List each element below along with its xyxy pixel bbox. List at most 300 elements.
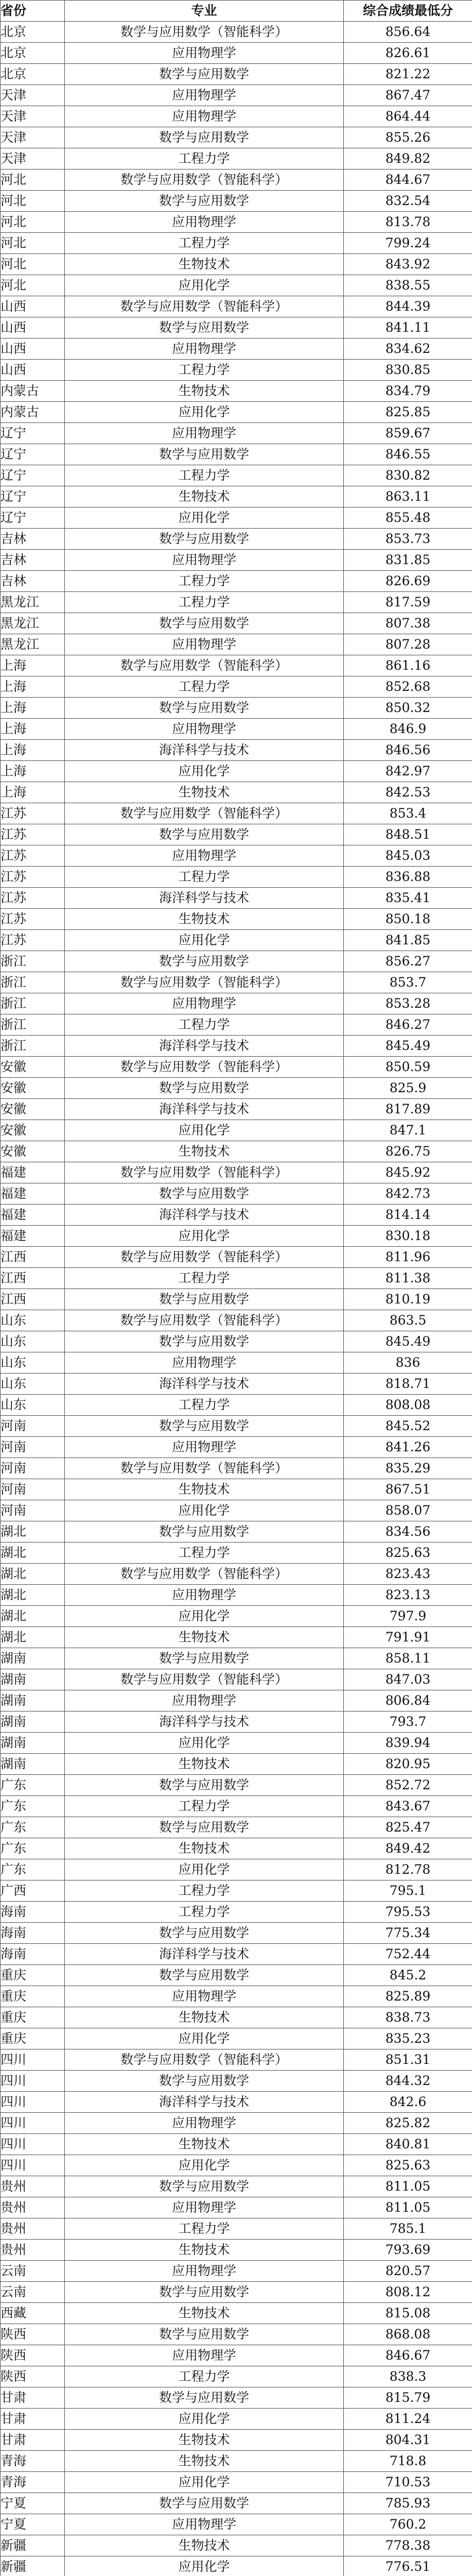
min-score-cell: 760.2 (344, 2514, 472, 2535)
major-cell: 应用化学 (65, 402, 344, 423)
min-score-cell: 826.75 (344, 1141, 472, 1162)
min-score-cell: 843.92 (344, 254, 472, 275)
min-score-cell: 841.26 (344, 1437, 472, 1458)
major-cell: 应用化学 (65, 1120, 344, 1141)
table-row (1, 22, 472, 43)
major-cell: 应用化学 (65, 2155, 344, 2176)
province-cell: 天津 (1, 85, 65, 106)
major-cell: 应用物理学 (65, 85, 344, 106)
major-cell: 工程力学 (65, 1796, 344, 1817)
major-cell: 应用物理学 (65, 550, 344, 571)
min-score-cell: 821.22 (344, 64, 472, 85)
province-cell: 河北 (1, 170, 65, 191)
major-cell: 应用物理学 (65, 423, 344, 444)
table-row (1, 2092, 472, 2113)
min-score-cell: 850.59 (344, 1057, 472, 1078)
table-row (1, 1331, 472, 1352)
major-cell: 应用物理学 (65, 2514, 344, 2535)
table-row (1, 930, 472, 951)
min-score-cell: 867.47 (344, 85, 472, 106)
table-row (1, 2134, 472, 2155)
province-cell: 上海 (1, 740, 65, 761)
table-row (1, 698, 472, 719)
table-row (1, 1479, 472, 1500)
major-cell: 工程力学 (65, 465, 344, 486)
table-row (1, 2007, 472, 2028)
min-score-cell: 846.56 (344, 740, 472, 761)
major-cell: 工程力学 (65, 1268, 344, 1289)
province-cell: 陕西 (1, 2345, 65, 2366)
table-row (1, 2451, 472, 2472)
min-score-cell: 835.41 (344, 888, 472, 909)
province-cell: 山西 (1, 317, 65, 338)
major-cell: 数学与应用数学 (65, 64, 344, 85)
province-cell: 湖北 (1, 1564, 65, 1585)
min-score-cell: 823.13 (344, 1585, 472, 1606)
table-row (1, 64, 472, 85)
major-cell: 应用化学 (65, 1500, 344, 1521)
major-cell: 生物技术 (65, 2430, 344, 2451)
min-score-cell: 838.55 (344, 275, 472, 296)
min-score-cell: 814.14 (344, 1205, 472, 1226)
min-score-cell: 850.18 (344, 909, 472, 930)
min-score-cell: 795.1 (344, 1880, 472, 1902)
province-cell: 四川 (1, 2049, 65, 2071)
major-cell: 应用化学 (65, 275, 344, 296)
min-score-cell: 842.6 (344, 2092, 472, 2113)
major-cell: 数学与应用数学 (65, 2071, 344, 2092)
major-cell: 工程力学 (65, 148, 344, 170)
province-cell: 贵州 (1, 2197, 65, 2218)
table-row (1, 1205, 472, 1226)
province-cell: 江苏 (1, 909, 65, 930)
province-cell: 湖南 (1, 1690, 65, 1711)
major-cell: 数学与应用数学 (65, 127, 344, 148)
major-cell: 生物技术 (65, 2535, 344, 2556)
table-row (1, 1162, 472, 1183)
major-cell: 数学与应用数学 (65, 191, 344, 212)
min-score-cell: 825.82 (344, 2113, 472, 2134)
province-cell: 新疆 (1, 2556, 65, 2576)
table-row (1, 1944, 472, 1965)
major-cell: 数学与应用数学（智能科学） (65, 1162, 344, 1183)
min-score-cell: 843.67 (344, 1796, 472, 1817)
table-row (1, 1543, 472, 1564)
table-row (1, 43, 472, 64)
major-cell: 海洋科学与技术 (65, 888, 344, 909)
major-cell: 工程力学 (65, 1880, 344, 1902)
min-score-cell: 845.03 (344, 845, 472, 867)
table-row (1, 2028, 472, 2049)
table-row (1, 1648, 472, 1669)
min-score-cell: 799.24 (344, 233, 472, 254)
major-cell: 数学与应用数学 (65, 2176, 344, 2197)
min-score-cell: 807.38 (344, 613, 472, 634)
min-score-cell: 825.63 (344, 2155, 472, 2176)
min-score-cell: 812.78 (344, 1859, 472, 1880)
province-cell: 贵州 (1, 2240, 65, 2261)
province-cell: 吉林 (1, 571, 65, 592)
table-row (1, 1099, 472, 1120)
major-cell: 应用化学 (65, 2472, 344, 2493)
table-row (1, 254, 472, 275)
province-cell: 山西 (1, 360, 65, 381)
major-cell: 工程力学 (65, 1543, 344, 1564)
table-row (1, 2303, 472, 2324)
min-score-cell: 844.32 (344, 2071, 472, 2092)
table-row (1, 1690, 472, 1711)
province-cell: 北京 (1, 43, 65, 64)
major-cell: 数学与应用数学（智能科学） (65, 1310, 344, 1331)
min-score-cell: 842.97 (344, 761, 472, 782)
min-score-cell: 778.38 (344, 2535, 472, 2556)
province-cell: 浙江 (1, 1036, 65, 1057)
province-cell: 浙江 (1, 951, 65, 972)
table-row (1, 761, 472, 782)
province-cell: 天津 (1, 106, 65, 127)
min-score-cell: 853.73 (344, 529, 472, 550)
table-row (1, 317, 472, 338)
table-row (1, 2261, 472, 2282)
province-cell: 江苏 (1, 888, 65, 909)
major-cell: 海洋科学与技术 (65, 1944, 344, 1965)
province-cell: 新疆 (1, 2535, 65, 2556)
table-row (1, 2387, 472, 2409)
min-score-cell: 825.63 (344, 1543, 472, 1564)
min-score-cell: 856.64 (344, 22, 472, 43)
table-row (1, 1817, 472, 1838)
major-cell: 应用物理学 (65, 1690, 344, 1711)
table-row (1, 550, 472, 571)
major-cell: 海洋科学与技术 (65, 1036, 344, 1057)
major-cell: 应用化学 (65, 761, 344, 782)
min-score-cell: 811.38 (344, 1268, 472, 1289)
min-score-cell: 845.92 (344, 1162, 472, 1183)
min-score-cell: 853.28 (344, 993, 472, 1014)
province-cell: 河北 (1, 254, 65, 275)
major-cell: 应用物理学 (65, 338, 344, 360)
table-row (1, 719, 472, 740)
table-row (1, 1374, 472, 1395)
province-cell: 河南 (1, 1479, 65, 1500)
table-row (1, 1458, 472, 1479)
major-cell: 数学与应用数学（智能科学） (65, 1564, 344, 1585)
min-score-cell: 826.69 (344, 571, 472, 592)
min-score-cell: 846.67 (344, 2345, 472, 2366)
table-row (1, 1310, 472, 1331)
min-score-cell: 775.34 (344, 1923, 472, 1944)
major-cell: 数学与应用数学 (65, 1078, 344, 1099)
table-row (1, 1500, 472, 1521)
province-cell: 江西 (1, 1289, 65, 1310)
min-score-cell: 859.67 (344, 423, 472, 444)
major-cell: 数学与应用数学 (65, 1331, 344, 1352)
table-row (1, 803, 472, 824)
min-score-cell: 811.05 (344, 2176, 472, 2197)
major-cell: 数学与应用数学 (65, 2387, 344, 2409)
province-cell: 安徽 (1, 1141, 65, 1162)
table-row (1, 2366, 472, 2387)
table-row (1, 2535, 472, 2556)
table-row (1, 1796, 472, 1817)
province-cell: 吉林 (1, 550, 65, 571)
major-cell: 生物技术 (65, 1838, 344, 1859)
major-cell: 工程力学 (65, 1014, 344, 1036)
province-cell: 江西 (1, 1268, 65, 1289)
province-cell: 重庆 (1, 1965, 65, 1986)
min-score-cell: 852.72 (344, 1775, 472, 1796)
province-cell: 河南 (1, 1500, 65, 1521)
major-cell: 数学与应用数学 (65, 824, 344, 845)
province-cell: 浙江 (1, 1014, 65, 1036)
major-cell: 应用物理学 (65, 634, 344, 655)
table-row (1, 2556, 472, 2576)
min-score-cell: 840.81 (344, 2134, 472, 2155)
province-cell: 河北 (1, 212, 65, 233)
min-score-cell: 785.1 (344, 2218, 472, 2240)
province-cell: 湖南 (1, 1754, 65, 1775)
major-cell: 生物技术 (65, 2240, 344, 2261)
table-row (1, 1754, 472, 1775)
major-cell: 数学与应用数学 (65, 613, 344, 634)
table-row (1, 1838, 472, 1859)
province-cell: 上海 (1, 719, 65, 740)
major-cell: 数学与应用数学 (65, 698, 344, 719)
table-row (1, 1078, 472, 1099)
province-cell: 河南 (1, 1458, 65, 1479)
table-row (1, 2155, 472, 2176)
province-cell: 安徽 (1, 1078, 65, 1099)
table-row (1, 1521, 472, 1543)
min-score-cell: 830.82 (344, 465, 472, 486)
province-cell: 浙江 (1, 972, 65, 993)
min-score-cell: 823.43 (344, 1564, 472, 1585)
table-row (1, 1859, 472, 1880)
min-score-cell: 852.68 (344, 676, 472, 698)
province-cell: 江西 (1, 1247, 65, 1268)
table-row (1, 444, 472, 465)
province-cell: 青海 (1, 2472, 65, 2493)
major-cell: 应用化学 (65, 1859, 344, 1880)
major-cell: 数学与应用数学 (65, 1183, 344, 1205)
province-cell: 辽宁 (1, 507, 65, 529)
province-cell: 湖北 (1, 1585, 65, 1606)
province-cell: 陕西 (1, 2366, 65, 2387)
province-cell: 上海 (1, 782, 65, 803)
major-cell: 应用物理学 (65, 2345, 344, 2366)
province-cell: 陕西 (1, 2324, 65, 2345)
major-cell: 应用物理学 (65, 1352, 344, 1374)
major-cell: 应用物理学 (65, 1986, 344, 2007)
major-cell: 数学与应用数学 (65, 1521, 344, 1543)
province-cell: 湖北 (1, 1521, 65, 1543)
major-cell: 生物技术 (65, 2134, 344, 2155)
table-row (1, 993, 472, 1014)
province-cell: 吉林 (1, 529, 65, 550)
min-score-cell: 835.23 (344, 2028, 472, 2049)
min-score-cell: 834.56 (344, 1521, 472, 1543)
province-cell: 贵州 (1, 2218, 65, 2240)
province-cell: 青海 (1, 2451, 65, 2472)
table-row (1, 2472, 472, 2493)
table-row (1, 2514, 472, 2535)
major-cell: 数学与应用数学 (65, 1775, 344, 1796)
province-cell: 上海 (1, 655, 65, 676)
min-score-cell: 830.18 (344, 1226, 472, 1247)
table-row (1, 592, 472, 613)
major-cell: 数学与应用数学 (65, 951, 344, 972)
province-cell: 甘肃 (1, 2387, 65, 2409)
table-row (1, 191, 472, 212)
min-score-cell: 853.7 (344, 972, 472, 993)
min-score-cell: 841.11 (344, 317, 472, 338)
min-score-cell: 826.61 (344, 43, 472, 64)
table-row (1, 655, 472, 676)
min-score-cell: 856.27 (344, 951, 472, 972)
min-score-cell: 820.95 (344, 1754, 472, 1775)
province-cell: 天津 (1, 127, 65, 148)
province-cell: 四川 (1, 2155, 65, 2176)
table-row (1, 275, 472, 296)
table-row (1, 2049, 472, 2071)
min-score-cell: 795.53 (344, 1902, 472, 1923)
table-row (1, 1014, 472, 1036)
province-cell: 海南 (1, 1944, 65, 1965)
table-row (1, 1669, 472, 1690)
major-cell: 数学与应用数学（智能科学） (65, 1669, 344, 1690)
table-row (1, 740, 472, 761)
major-cell: 应用物理学 (65, 212, 344, 233)
table-row (1, 486, 472, 507)
major-cell: 数学与应用数学（智能科学） (65, 1057, 344, 1078)
province-cell: 上海 (1, 698, 65, 719)
major-cell: 数学与应用数学 (65, 2324, 344, 2345)
province-cell: 重庆 (1, 1986, 65, 2007)
table-row (1, 1057, 472, 1078)
major-cell: 应用物理学 (65, 1585, 344, 1606)
table-row (1, 1141, 472, 1162)
province-cell: 内蒙古 (1, 381, 65, 402)
major-cell: 应用化学 (65, 1733, 344, 1754)
major-cell: 应用化学 (65, 2409, 344, 2430)
min-score-cell: 818.71 (344, 1374, 472, 1395)
table-row (1, 2282, 472, 2303)
table-row (1, 2176, 472, 2197)
min-score-cell: 864.44 (344, 106, 472, 127)
table-row (1, 1247, 472, 1268)
major-cell: 数学与应用数学（智能科学） (65, 170, 344, 191)
table-row (1, 1965, 472, 1986)
major-cell: 生物技术 (65, 1479, 344, 1500)
min-score-cell: 834.79 (344, 381, 472, 402)
min-score-cell: 849.42 (344, 1838, 472, 1859)
major-cell: 工程力学 (65, 1902, 344, 1923)
min-score-cell: 806.84 (344, 1690, 472, 1711)
min-score-cell: 842.53 (344, 782, 472, 803)
table-row (1, 1606, 472, 1627)
province-cell: 辽宁 (1, 465, 65, 486)
province-cell: 安徽 (1, 1120, 65, 1141)
major-cell: 数学与应用数学（智能科学） (65, 655, 344, 676)
province-cell: 黑龙江 (1, 634, 65, 655)
table-row (1, 85, 472, 106)
province-cell: 海南 (1, 1923, 65, 1944)
province-cell: 广东 (1, 1796, 65, 1817)
table-row (1, 2071, 472, 2092)
province-cell: 山东 (1, 1395, 65, 1416)
min-score-cell: 810.19 (344, 1289, 472, 1310)
table-row (1, 1775, 472, 1796)
province-cell: 湖北 (1, 1627, 65, 1648)
min-score-cell: 808.12 (344, 2282, 472, 2303)
min-score-cell: 811.24 (344, 2409, 472, 2430)
province-cell: 贵州 (1, 2176, 65, 2197)
table-row (1, 1352, 472, 1374)
min-score-cell: 847.03 (344, 1669, 472, 1690)
table-row (1, 381, 472, 402)
province-cell: 广东 (1, 1859, 65, 1880)
province-cell: 湖北 (1, 1543, 65, 1564)
province-cell: 广东 (1, 1775, 65, 1796)
province-cell: 四川 (1, 2134, 65, 2155)
major-cell: 数学与应用数学 (65, 1923, 344, 1944)
province-cell: 江苏 (1, 803, 65, 824)
table-row (1, 1226, 472, 1247)
min-score-cell: 830.85 (344, 360, 472, 381)
province-cell: 湖南 (1, 1733, 65, 1754)
major-cell: 生物技术 (65, 254, 344, 275)
table-row (1, 1268, 472, 1289)
province-cell: 安徽 (1, 1099, 65, 1120)
major-cell: 海洋科学与技术 (65, 2092, 344, 2113)
min-score-cell: 863.11 (344, 486, 472, 507)
min-score-cell: 825.89 (344, 1986, 472, 2007)
table-row (1, 1902, 472, 1923)
major-cell: 应用物理学 (65, 1437, 344, 1458)
min-score-cell: 813.78 (344, 212, 472, 233)
province-cell: 四川 (1, 2071, 65, 2092)
table-row (1, 1733, 472, 1754)
min-score-cell: 838.73 (344, 2007, 472, 2028)
table-row (1, 106, 472, 127)
major-cell: 工程力学 (65, 571, 344, 592)
min-score-cell: 863.5 (344, 1310, 472, 1331)
major-cell: 数学与应用数学 (65, 2282, 344, 2303)
table-row (1, 1036, 472, 1057)
province-cell: 天津 (1, 148, 65, 170)
table-row (1, 1416, 472, 1437)
major-cell: 生物技术 (65, 782, 344, 803)
major-cell: 数学与应用数学（智能科学） (65, 972, 344, 993)
major-cell: 生物技术 (65, 486, 344, 507)
table-row (1, 507, 472, 529)
min-score-cell: 797.9 (344, 1606, 472, 1627)
province-cell: 内蒙古 (1, 402, 65, 423)
table-row (1, 2409, 472, 2430)
table-row (1, 951, 472, 972)
major-cell: 数学与应用数学 (65, 2493, 344, 2514)
min-score-cell: 855.48 (344, 507, 472, 529)
header-row (1, 1, 472, 22)
province-cell: 河南 (1, 1416, 65, 1437)
min-score-cell: 851.31 (344, 2049, 472, 2071)
major-cell: 工程力学 (65, 676, 344, 698)
min-score-cell: 849.82 (344, 148, 472, 170)
min-score-cell: 845.2 (344, 1965, 472, 1986)
province-cell: 宁夏 (1, 2514, 65, 2535)
province-cell: 云南 (1, 2282, 65, 2303)
major-cell: 生物技术 (65, 2007, 344, 2028)
